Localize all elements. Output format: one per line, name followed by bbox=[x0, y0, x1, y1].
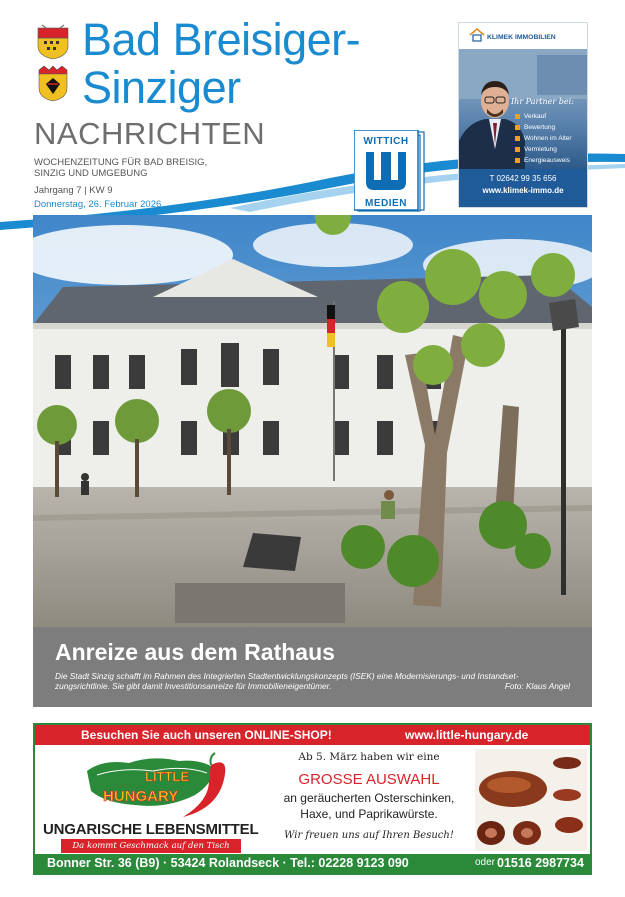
hungary-top-bar bbox=[35, 725, 590, 745]
hungary-mobile[interactable]: 01516 2987734 bbox=[497, 856, 584, 870]
klimek-website[interactable]: www.klimek-immo.de bbox=[482, 186, 564, 195]
service-label: Bewertung bbox=[524, 124, 556, 131]
bullet-icon bbox=[515, 125, 520, 130]
logo-hungary: HUNGARY bbox=[103, 788, 179, 805]
list-item bbox=[515, 144, 572, 155]
hungary-bottom-bar bbox=[35, 854, 590, 873]
town-hall-photo-icon bbox=[33, 215, 592, 627]
bullet-icon bbox=[515, 158, 520, 163]
klimek-agent-photo bbox=[459, 49, 587, 169]
ad-klimek-immobilien[interactable] bbox=[458, 22, 588, 208]
hungary-shop-url[interactable]: www.little-hungary.de bbox=[405, 728, 529, 742]
list-item bbox=[515, 111, 572, 122]
masthead-title-line1: Bad Breisiger- bbox=[82, 14, 361, 65]
hungary-shop-text: Besuchen Sie auch unseren ONLINE-SHOP! bbox=[81, 728, 332, 742]
klimek-partner-text: Ihr Partner bei: bbox=[511, 97, 574, 106]
tagline-line1: WOCHENZEITUNG FÜR BAD BREISIG, bbox=[34, 157, 208, 168]
wittich-logo-top: WITTICH bbox=[363, 136, 409, 147]
masthead-title-line2: Sinziger bbox=[82, 62, 241, 113]
hungary-date-text: Ab 5. März haben wir eine bbox=[298, 751, 440, 763]
bullet-icon bbox=[515, 147, 520, 152]
hungary-slogan: Da kommt Geschmack auf den Tisch bbox=[61, 839, 241, 853]
bad-breisig-crest-icon bbox=[36, 22, 70, 60]
hungary-items bbox=[263, 790, 475, 822]
hungary-address[interactable]: Bonner Str. 36 (B9) · 53424 Rolandseck · Tel.: 02228 9123 090 bbox=[47, 856, 409, 870]
cover-caption-text bbox=[55, 671, 575, 691]
hungary-headline: GROSSE AUSWAHL bbox=[298, 771, 440, 788]
hungary-store-type: UNGARISCHE LEBENSMITTEL bbox=[43, 821, 259, 838]
photo-credit: Foto: Klaus Angel bbox=[504, 681, 570, 691]
hungary-logo-icon bbox=[83, 751, 233, 821]
wittich-medien-logo[interactable] bbox=[354, 130, 426, 212]
cover-caption bbox=[33, 627, 592, 707]
tagline-line2: SINZIG UND UMGEBUNG bbox=[34, 168, 148, 179]
service-label: Energieausweis bbox=[524, 157, 570, 164]
hungary-offer bbox=[263, 751, 475, 841]
issue-date: Donnerstag, 26. Februar 2026 bbox=[34, 199, 162, 210]
bullet-icon bbox=[515, 114, 520, 119]
cover-photo bbox=[33, 215, 592, 627]
masthead-subtitle: NACHRICHTEN bbox=[34, 116, 266, 151]
sausage-photos-icon bbox=[475, 749, 587, 851]
caption-line2: zungsrichtlinie. Sie gibt damit Investitionsanreize für Immobilieneigentümer. bbox=[55, 681, 332, 691]
service-label: Vermietung bbox=[524, 146, 557, 153]
service-label: Verkauf bbox=[524, 113, 547, 120]
ad-little-hungary[interactable] bbox=[33, 723, 592, 875]
list-item bbox=[515, 133, 572, 144]
klimek-footer bbox=[459, 169, 587, 207]
items-line1: an geräucherten Osterschinken, bbox=[283, 791, 455, 805]
house-icon bbox=[469, 27, 485, 43]
issue-number: Jahrgang 7 | KW 9 bbox=[34, 185, 113, 196]
wittich-logo-bottom: MEDIEN bbox=[365, 198, 407, 209]
items-line2: Haxe, und Paprikawürste. bbox=[300, 807, 438, 821]
cover-headline[interactable]: Anreize aus dem Rathaus bbox=[55, 639, 335, 665]
list-item bbox=[515, 122, 572, 133]
sinzig-crest-icon bbox=[36, 64, 70, 102]
klimek-services bbox=[515, 111, 572, 166]
logo-little: LITTLE bbox=[145, 769, 190, 784]
klimek-company: KLIMEK IMMOBILIEN bbox=[487, 34, 556, 41]
hungary-oder: oder bbox=[475, 857, 496, 868]
caption-line1: Die Stadt Sinzig schafft im Rahmen des Integrierten Stadtentwicklungskonzepts (ISEK) eine Modernisierungs- und Instandset- bbox=[55, 671, 519, 681]
hungary-welcome: Wir freuen uns auf Ihren Besuch! bbox=[284, 830, 454, 841]
klimek-phone[interactable]: T 02642 99 35 656 bbox=[489, 174, 557, 183]
bullet-icon bbox=[515, 136, 520, 141]
klimek-header bbox=[459, 23, 587, 49]
list-item bbox=[515, 155, 572, 166]
service-label: Wohnen im Alter bbox=[524, 135, 572, 142]
